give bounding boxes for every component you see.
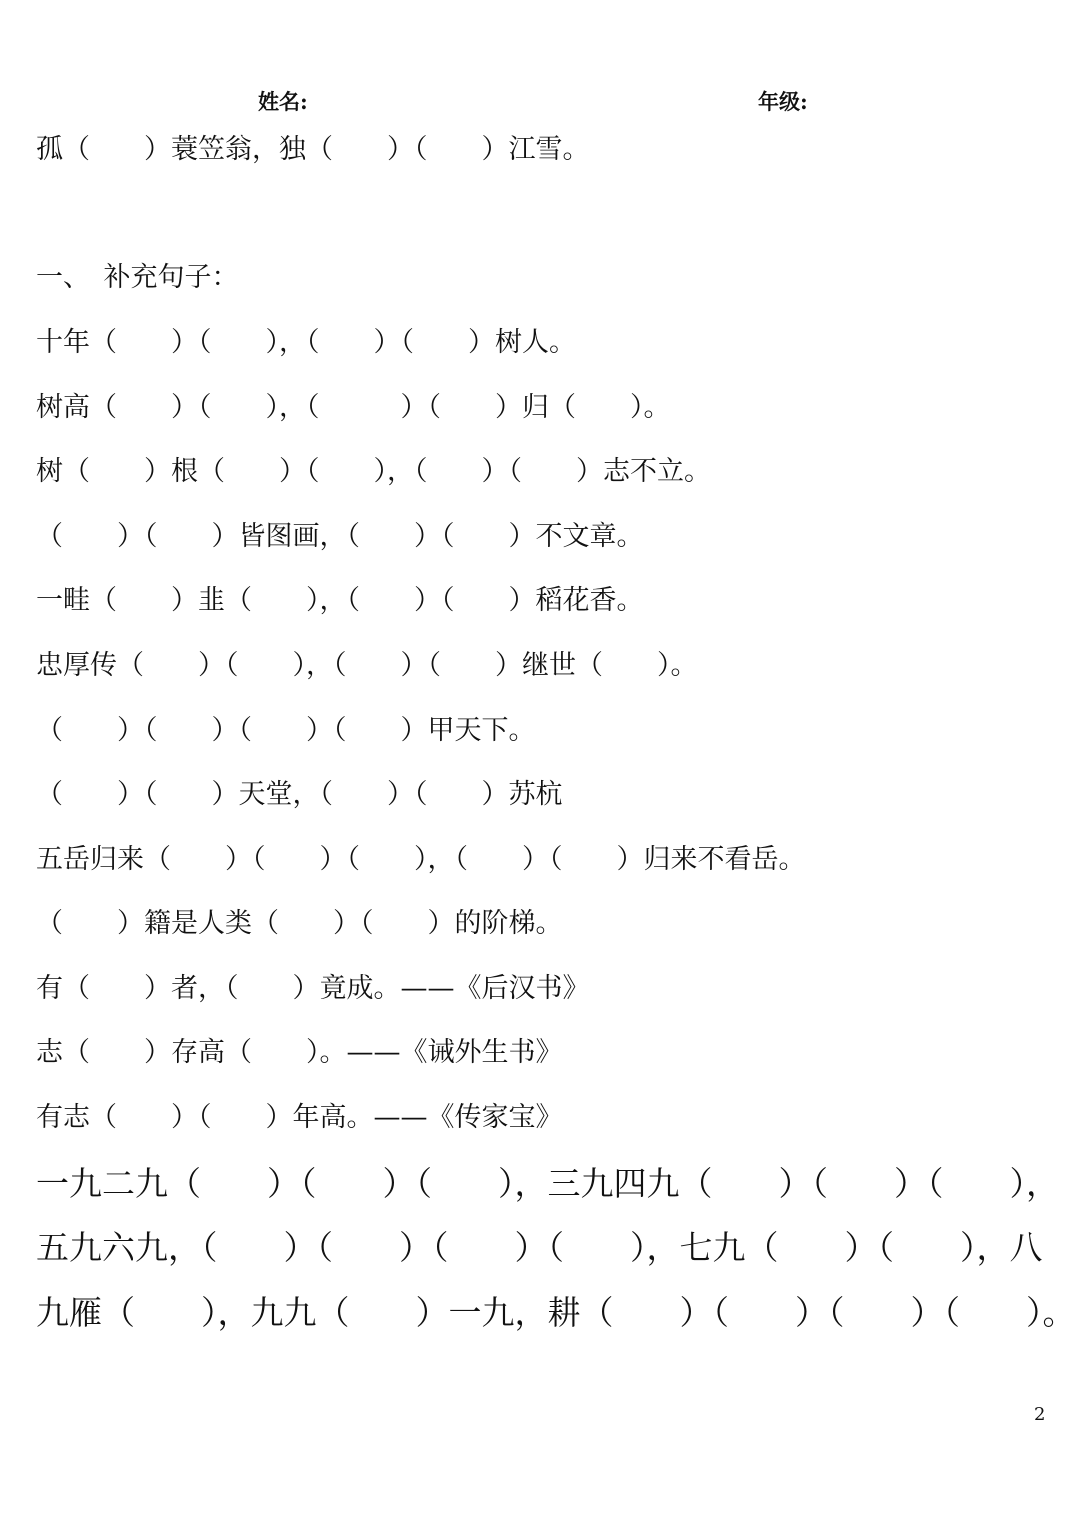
fill-line-2: 树高（ ）（ ），（ ）（ ）归（ ）。 (36, 392, 671, 423)
nine-nines-line-2: 五九六九，（ ）（ ）（ ）（ ），七九（ ）（ ），八 (36, 1228, 1043, 1267)
fill-line-10: （ ）籍是人类（ ）（ ）的阶梯。 (36, 908, 563, 939)
fill-line-4: （ ）（ ）皆图画，（ ）（ ）不文章。 (36, 521, 644, 552)
page-number: 2 (1034, 1404, 1046, 1425)
nine-nines-line-1: 一九二九（ ）（ ）（ ），三九四九（ ）（ ）（ ）， (36, 1164, 1059, 1203)
fill-line-8: （ ）（ ）天堂，（ ）（ ）苏杭 (36, 779, 563, 810)
fill-line-3: 树（ ）根（ ）（ ），（ ）（ ）志不立。 (36, 456, 711, 487)
section-title: 一、 补充句子： (36, 262, 239, 293)
intro-line: 孤（ ）蓑笠翁，独（ ）（ ）江雪。 (36, 134, 590, 165)
fill-line-5: 一畦（ ）韭（ ），（ ）（ ）稻花香。 (36, 585, 644, 616)
grade-label: 年级: (758, 89, 808, 114)
fill-line-6: 忠厚传（ ）（ ），（ ）（ ）继世（ ）。 (36, 650, 698, 681)
fill-line-12: 志（ ）存高（ ）。——《诫外生书》 (36, 1037, 563, 1068)
fill-line-9: 五岳归来（ ）（ ）（ ），（ ）（ ）归来不看岳。 (36, 844, 806, 875)
fill-line-13: 有志（ ）（ ）年高。——《传家宝》 (36, 1102, 563, 1133)
fill-line-11: 有（ ）者，（ ）竟成。——《后汉书》 (36, 973, 590, 1004)
fill-line-7: （ ）（ ）（ ）（ ）甲天下。 (36, 715, 536, 746)
nine-nines-line-3: 九雁（ ），九九（ ）一九，耕（ ）（ ）（ ）（ ）。 (36, 1293, 1076, 1332)
name-label: 姓名: (258, 89, 308, 114)
fill-line-1: 十年（ ）（ ），（ ）（ ）树人。 (36, 327, 576, 358)
